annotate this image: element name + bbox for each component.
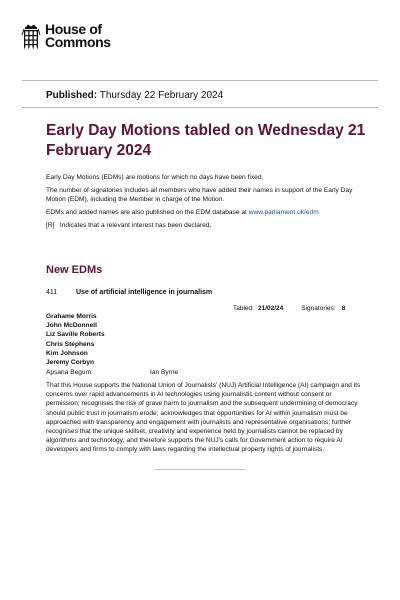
sponsor-name: Kim Johnson — [46, 349, 88, 357]
page-title: Early Day Motions tabled on Wednesday 21 February 2024 — [46, 122, 366, 159]
edm-number: 411 — [46, 289, 58, 296]
edm-sponsors — [46, 312, 105, 367]
sponsor-name: Grahame Morris — [46, 313, 97, 320]
logo-line-2: Commons — [45, 34, 111, 50]
signatories-label: Signatories: — [301, 305, 336, 312]
tabled-label: Tabled: — [233, 305, 254, 312]
edm-meta — [233, 305, 345, 312]
signatories-count: 8 — [341, 305, 346, 312]
sponsor-name: Chris Stephens — [46, 340, 95, 348]
sponsor-name: Liz Saville Roberts — [46, 331, 105, 339]
portcullis-icon — [21, 24, 41, 50]
header-divider-bottom — [22, 107, 378, 108]
house-of-commons-logo — [21, 23, 111, 50]
edm-title: Use of artificial intelligence in journalism — [76, 289, 213, 296]
end-divider — [155, 469, 245, 470]
published-line — [46, 90, 223, 101]
published-label: Published: — [46, 90, 98, 101]
header-divider-top — [22, 80, 378, 81]
sponsor-name: Jeremy Corbyn — [46, 359, 95, 367]
intro-definition: Early Day Motions (EDMs) are motions for which no days have been fixed. — [46, 174, 264, 181]
edm-motion-text: That this House supports the National Union of Journalists' (NUJ) Artificial Intelligence (AI) campaign and its concerns over rapid advancements in AI technologies using journalistic content without consent or permission; recognises the risk of grave harm to journalism and the subsequent undermining of democracy should public trust in journalism erode; acknowledges that opportunities for AI within journalism must be approached with transparency and engagement with journalists and representative organisations; further recognises that the unique skillset, creativity and experience held by journalists cannot be replaced by algorithms and technology; and therefore supports the NUJ's calls for Government action to require AI developers and firms to comply with laws regarding the intellectual property rights of journalists. — [46, 382, 361, 454]
intro-text — [46, 173, 358, 234]
section-title-new-edms: New EDMs — [46, 264, 103, 276]
supporter-name: Apsana Begum — [46, 369, 92, 376]
supporter-name: Ian Byrne — [150, 369, 179, 376]
intro-database-text: EDMs and added names are also published on the EDM database at — [46, 209, 247, 216]
intro-signatories-note: The number of signatories includes all members who have added their names in support of the Early Day Motion (EDM), including the Member in charge of the Motion. — [46, 187, 353, 203]
intro-interest-note: [R] Indicates that a relevant interest has been declared. — [46, 222, 212, 229]
published-date: Thursday 22 February 2024 — [99, 90, 224, 101]
edm-database-link[interactable]: www.parliament.uk/edm — [248, 209, 319, 216]
logo-wordmark — [45, 23, 111, 49]
logo-line-1: House of — [45, 21, 102, 37]
intro-database-note — [46, 208, 358, 217]
sponsor-name: John McDonnell — [46, 322, 97, 330]
tabled-date: 21/02/24 — [257, 305, 284, 312]
